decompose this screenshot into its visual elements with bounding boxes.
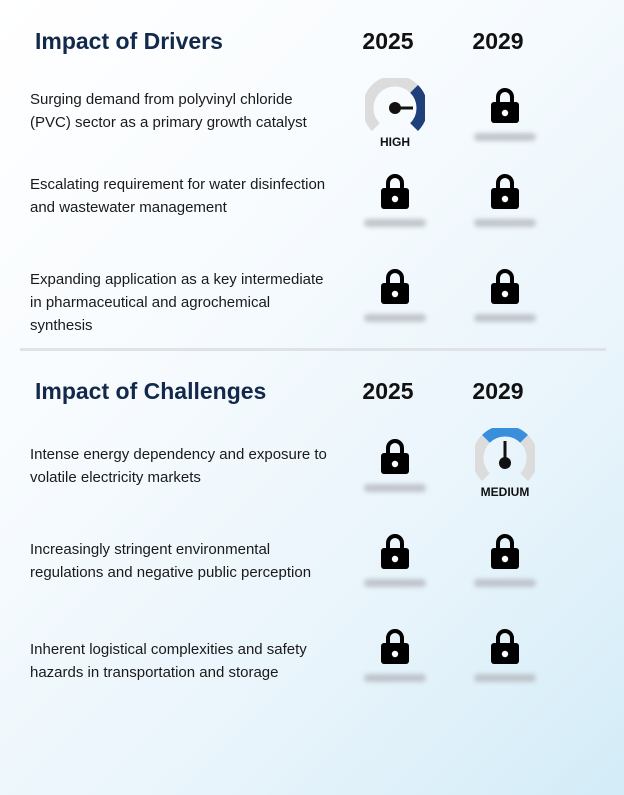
blurred-rating <box>364 314 426 322</box>
section-divider <box>20 348 606 351</box>
challenge-row-2-text: Increasingly stringent environmental regulations and negative public perception <box>30 541 312 581</box>
blurred-rating <box>474 674 536 682</box>
gauge-label-medium: MEDIUM <box>480 485 530 499</box>
blurred-rating <box>474 314 536 322</box>
gauge-icon <box>365 78 425 138</box>
blurred-rating <box>474 579 536 587</box>
challenges-section-title: Impact of Challenges <box>35 378 267 404</box>
challenges-year-2029: 2029 <box>472 378 524 404</box>
lock-icon <box>490 267 520 305</box>
challenge-row-3-2029-locked <box>460 627 550 697</box>
driver-row-1-2029-locked <box>460 86 550 156</box>
driver-row-2-text: Escalating requirement for water disinfection and wastewater management <box>30 176 326 216</box>
blurred-rating <box>474 219 536 227</box>
challenge-row-2-2025-locked <box>350 532 440 602</box>
challenge-row-3-text: Inherent logistical complexities and safety hazards in transportation and storage <box>30 641 307 681</box>
lock-icon <box>490 532 520 570</box>
challenge-row-2-2029-locked <box>460 532 550 602</box>
challenge-row-1-2025-locked <box>350 437 440 507</box>
gauge-icon <box>475 428 535 488</box>
driver-row-2-2029-locked <box>460 172 550 242</box>
lock-icon <box>380 627 410 665</box>
lock-icon <box>380 172 410 210</box>
challenges-year-2025: 2025 <box>362 378 414 404</box>
challenge-row-1-text: Intense energy dependency and exposure to volatile electricity markets <box>30 446 327 486</box>
blurred-rating <box>364 219 426 227</box>
challenge-row-3-2025-locked <box>350 627 440 697</box>
blurred-rating <box>364 579 426 587</box>
driver-row-3-2025-locked <box>350 267 440 337</box>
gauge-label-high: HIGH <box>380 135 410 149</box>
driver-row-3-text: Expanding application as a key intermediate in pharmaceutical and agrochemical synthesis <box>30 271 324 334</box>
lock-icon <box>380 532 410 570</box>
lock-icon <box>490 627 520 665</box>
driver-row-2-2025-locked <box>350 172 440 242</box>
drivers-section-title: Impact of Drivers <box>35 28 223 54</box>
lock-icon <box>380 437 410 475</box>
lock-icon <box>380 267 410 305</box>
drivers-year-2029: 2029 <box>472 28 524 54</box>
blurred-rating <box>474 133 536 141</box>
driver-row-1-2025-gauge <box>350 78 440 148</box>
blurred-rating <box>364 484 426 492</box>
challenge-row-1-2029-gauge <box>460 428 550 498</box>
drivers-year-2025: 2025 <box>362 28 414 54</box>
lock-icon <box>490 172 520 210</box>
driver-row-1-text: Surging demand from polyvinyl chloride (PVC) sector as a primary growth catalyst <box>30 91 307 131</box>
lock-icon <box>490 86 520 124</box>
driver-row-3-2029-locked <box>460 267 550 337</box>
blurred-rating <box>364 674 426 682</box>
